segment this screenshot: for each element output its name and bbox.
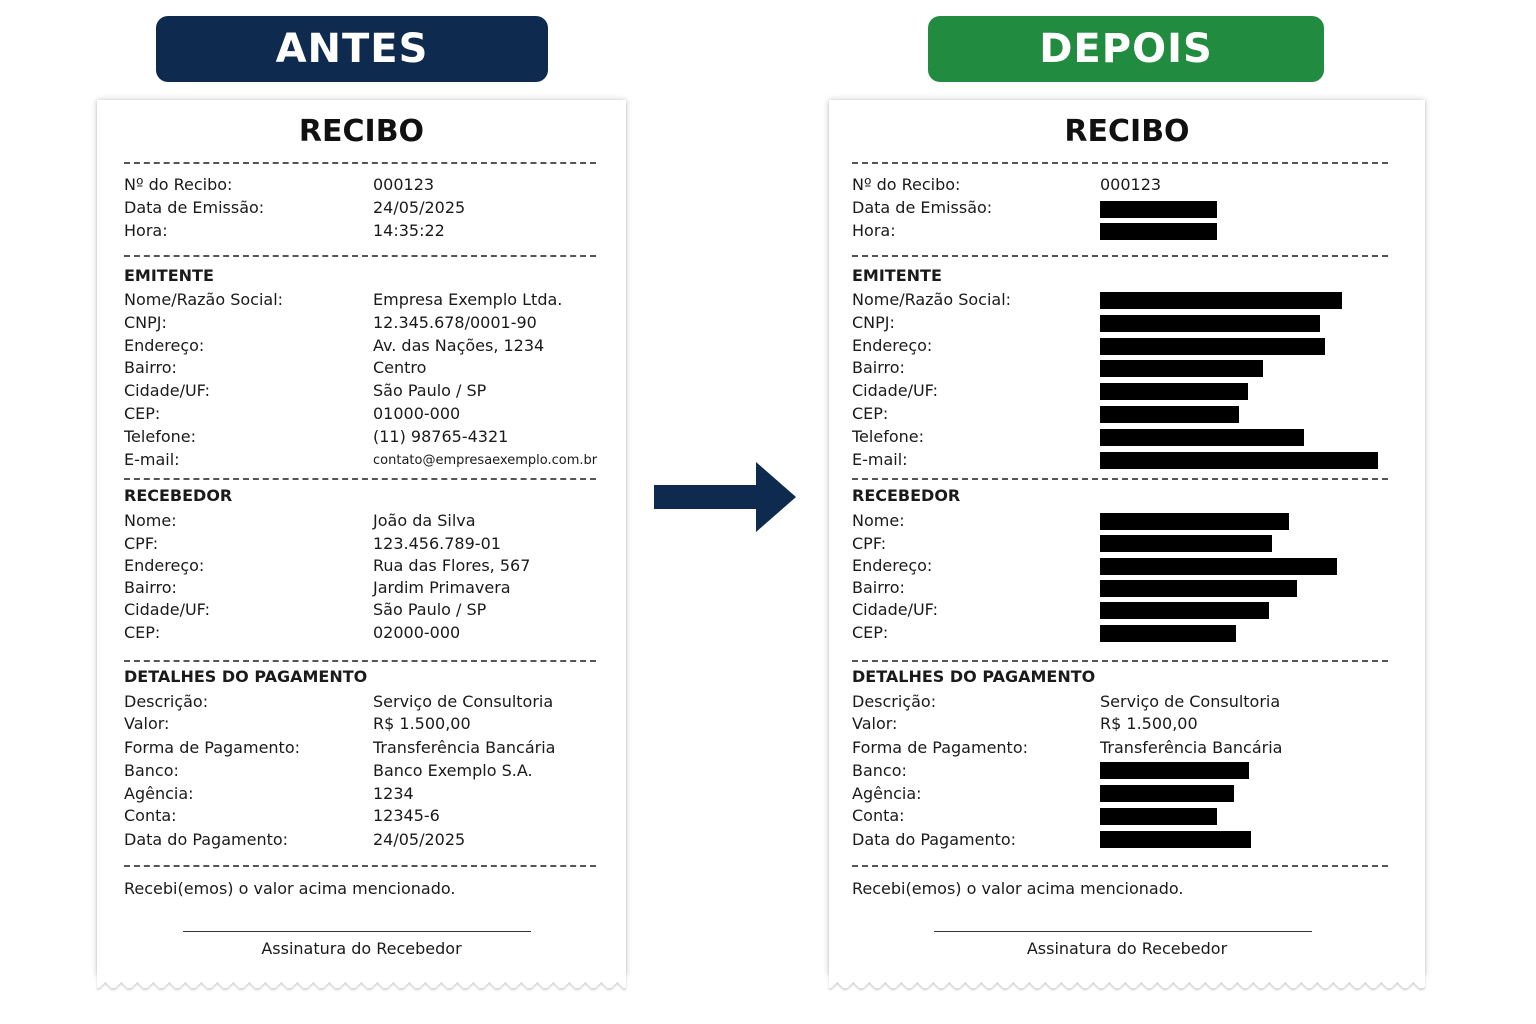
receipt-number-value: 000123 <box>1100 175 1162 194</box>
field-value: contato@empresaexemplo.com.br <box>373 453 598 468</box>
divider <box>852 478 1388 480</box>
field-label: Descrição: <box>852 692 937 711</box>
field-label: CEP: <box>852 623 889 642</box>
time-label: Hora: <box>852 221 896 240</box>
field-value: 123.456.789-01 <box>373 534 501 553</box>
redaction-bar <box>1100 201 1217 218</box>
field-value: 24/05/2025 <box>373 830 466 849</box>
field-value: 01000-000 <box>373 404 461 423</box>
receipt-before <box>97 100 626 976</box>
field-label: Telefone: <box>124 427 196 446</box>
field-label: CEP: <box>124 404 161 423</box>
redaction-bar <box>1100 808 1217 825</box>
after-badge: DEPOIS <box>928 16 1324 82</box>
divider <box>124 255 596 257</box>
torn-edge <box>829 976 1425 988</box>
field-label: Forma de Pagamento: <box>852 738 1028 757</box>
field-label: Nome/Razão Social: <box>852 290 1012 309</box>
field-label: CEP: <box>124 623 161 642</box>
field-label: Data do Pagamento: <box>124 830 289 849</box>
field-label: Nome: <box>124 511 177 530</box>
torn-edge <box>97 976 626 988</box>
field-label: Cidade/UF: <box>124 381 211 400</box>
emitente-heading: EMITENTE <box>124 266 214 285</box>
field-label: Data do Pagamento: <box>852 830 1017 849</box>
recebedor-heading: RECEBEDOR <box>852 486 961 505</box>
redaction-bar <box>1100 429 1304 446</box>
signature-line <box>183 931 531 932</box>
pagamento-heading: DETALHES DO PAGAMENTO <box>124 667 368 686</box>
redaction-bar <box>1100 558 1337 575</box>
divider <box>852 660 1388 662</box>
divider <box>124 162 596 164</box>
divider <box>124 865 596 867</box>
field-value: R$ 1.500,00 <box>373 714 471 733</box>
receipt-title: RECIBO <box>298 114 425 149</box>
field-label: CEP: <box>852 404 889 423</box>
field-value: Banco Exemplo S.A. <box>373 761 533 780</box>
field-label: Agência: <box>124 784 194 803</box>
field-label: CPF: <box>852 534 887 553</box>
field-value: 12345-6 <box>373 806 440 825</box>
field-label: Endereço: <box>852 336 933 355</box>
field-label: Descrição: <box>124 692 209 711</box>
field-value: 02000-000 <box>373 623 461 642</box>
field-label: CNPJ: <box>124 313 167 332</box>
redaction-bar <box>1100 292 1342 309</box>
redaction-bar <box>1100 580 1297 597</box>
redaction-bar <box>1100 383 1248 400</box>
redaction-bar <box>1100 785 1234 802</box>
redaction-bar <box>1100 625 1236 642</box>
divider <box>124 478 596 480</box>
field-label: Nome/Razão Social: <box>124 290 284 309</box>
divider <box>852 162 1388 164</box>
issue-date-label: Data de Emissão: <box>124 198 265 217</box>
emitente-heading: EMITENTE <box>852 266 942 285</box>
field-value: 1234 <box>373 784 414 803</box>
receipt-number-label: Nº do Recibo: <box>124 175 233 194</box>
field-label: Bairro: <box>852 578 905 597</box>
issue-date-label: Data de Emissão: <box>852 198 993 217</box>
field-label: Banco: <box>124 761 179 780</box>
field-value: Transferência Bancária <box>1100 738 1283 757</box>
field-label: Valor: <box>852 714 898 733</box>
arrow-right-icon <box>654 462 798 534</box>
redaction-bar <box>1100 831 1251 848</box>
signature-label: Assinatura do Recebedor <box>261 939 462 958</box>
statement-text: Recebi(emos) o valor acima mencionado. <box>124 879 456 898</box>
field-label: Endereço: <box>852 556 933 575</box>
field-label: Banco: <box>852 761 907 780</box>
redaction-bar <box>1100 360 1263 377</box>
field-value: (11) 98765-4321 <box>373 427 509 446</box>
signature-line <box>934 931 1312 932</box>
time-label: Hora: <box>124 221 168 240</box>
redaction-bar <box>1100 535 1272 552</box>
field-label: Cidade/UF: <box>124 600 211 619</box>
statement-text: Recebi(emos) o valor acima mencionado. <box>852 879 1184 898</box>
redaction-bar <box>1100 315 1320 332</box>
divider <box>124 660 596 662</box>
field-label: Bairro: <box>852 358 905 377</box>
field-value: Transferência Bancária <box>373 738 556 757</box>
field-label: Agência: <box>852 784 922 803</box>
field-value: R$ 1.500,00 <box>1100 714 1198 733</box>
redaction-bar <box>1100 513 1289 530</box>
issue-date-value: 24/05/2025 <box>373 198 466 217</box>
redaction-bar <box>1100 762 1249 779</box>
field-label: Endereço: <box>124 556 205 575</box>
field-label: Nome: <box>852 511 905 530</box>
field-value: Serviço de Consultoria <box>1100 692 1281 711</box>
field-label: Bairro: <box>124 578 177 597</box>
field-label: E-mail: <box>124 450 180 469</box>
field-value: São Paulo / SP <box>373 381 487 400</box>
receipt-number-label: Nº do Recibo: <box>852 175 961 194</box>
redaction-bar <box>1100 406 1239 423</box>
receipt-number-value: 000123 <box>373 175 435 194</box>
field-label: Cidade/UF: <box>852 600 939 619</box>
field-value: São Paulo / SP <box>373 600 487 619</box>
field-label: Valor: <box>124 714 170 733</box>
field-value: Av. das Nações, 1234 <box>373 336 545 355</box>
pagamento-heading: DETALHES DO PAGAMENTO <box>852 667 1096 686</box>
field-value: Jardim Primavera <box>373 578 511 597</box>
field-label: CNPJ: <box>852 313 895 332</box>
field-label: Telefone: <box>852 427 924 446</box>
time-value: 14:35:22 <box>373 221 445 240</box>
field-label: Bairro: <box>124 358 177 377</box>
field-value: Serviço de Consultoria <box>373 692 554 711</box>
divider <box>852 865 1388 867</box>
field-label: Cidade/UF: <box>852 381 939 400</box>
field-label: Endereço: <box>124 336 205 355</box>
field-label: Conta: <box>852 806 905 825</box>
field-label: Forma de Pagamento: <box>124 738 300 757</box>
field-value: Empresa Exemplo Ltda. <box>373 290 563 309</box>
field-value: 12.345.678/0001-90 <box>373 313 537 332</box>
field-value: Rua das Flores, 567 <box>373 556 531 575</box>
before-badge: ANTES <box>156 16 548 82</box>
field-label: E-mail: <box>852 450 908 469</box>
field-value: Centro <box>373 358 427 377</box>
redaction-bar <box>1100 338 1325 355</box>
recebedor-heading: RECEBEDOR <box>124 486 233 505</box>
redaction-bar <box>1100 602 1269 619</box>
divider <box>852 255 1388 257</box>
signature-label: Assinatura do Recebedor <box>1026 939 1228 958</box>
field-label: Conta: <box>124 806 177 825</box>
field-value: João da Silva <box>373 511 476 530</box>
field-label: CPF: <box>124 534 159 553</box>
receipt-after <box>829 100 1425 976</box>
redaction-bar <box>1100 452 1378 469</box>
receipt-title: RECIBO <box>1064 114 1190 149</box>
redaction-bar <box>1100 223 1217 240</box>
